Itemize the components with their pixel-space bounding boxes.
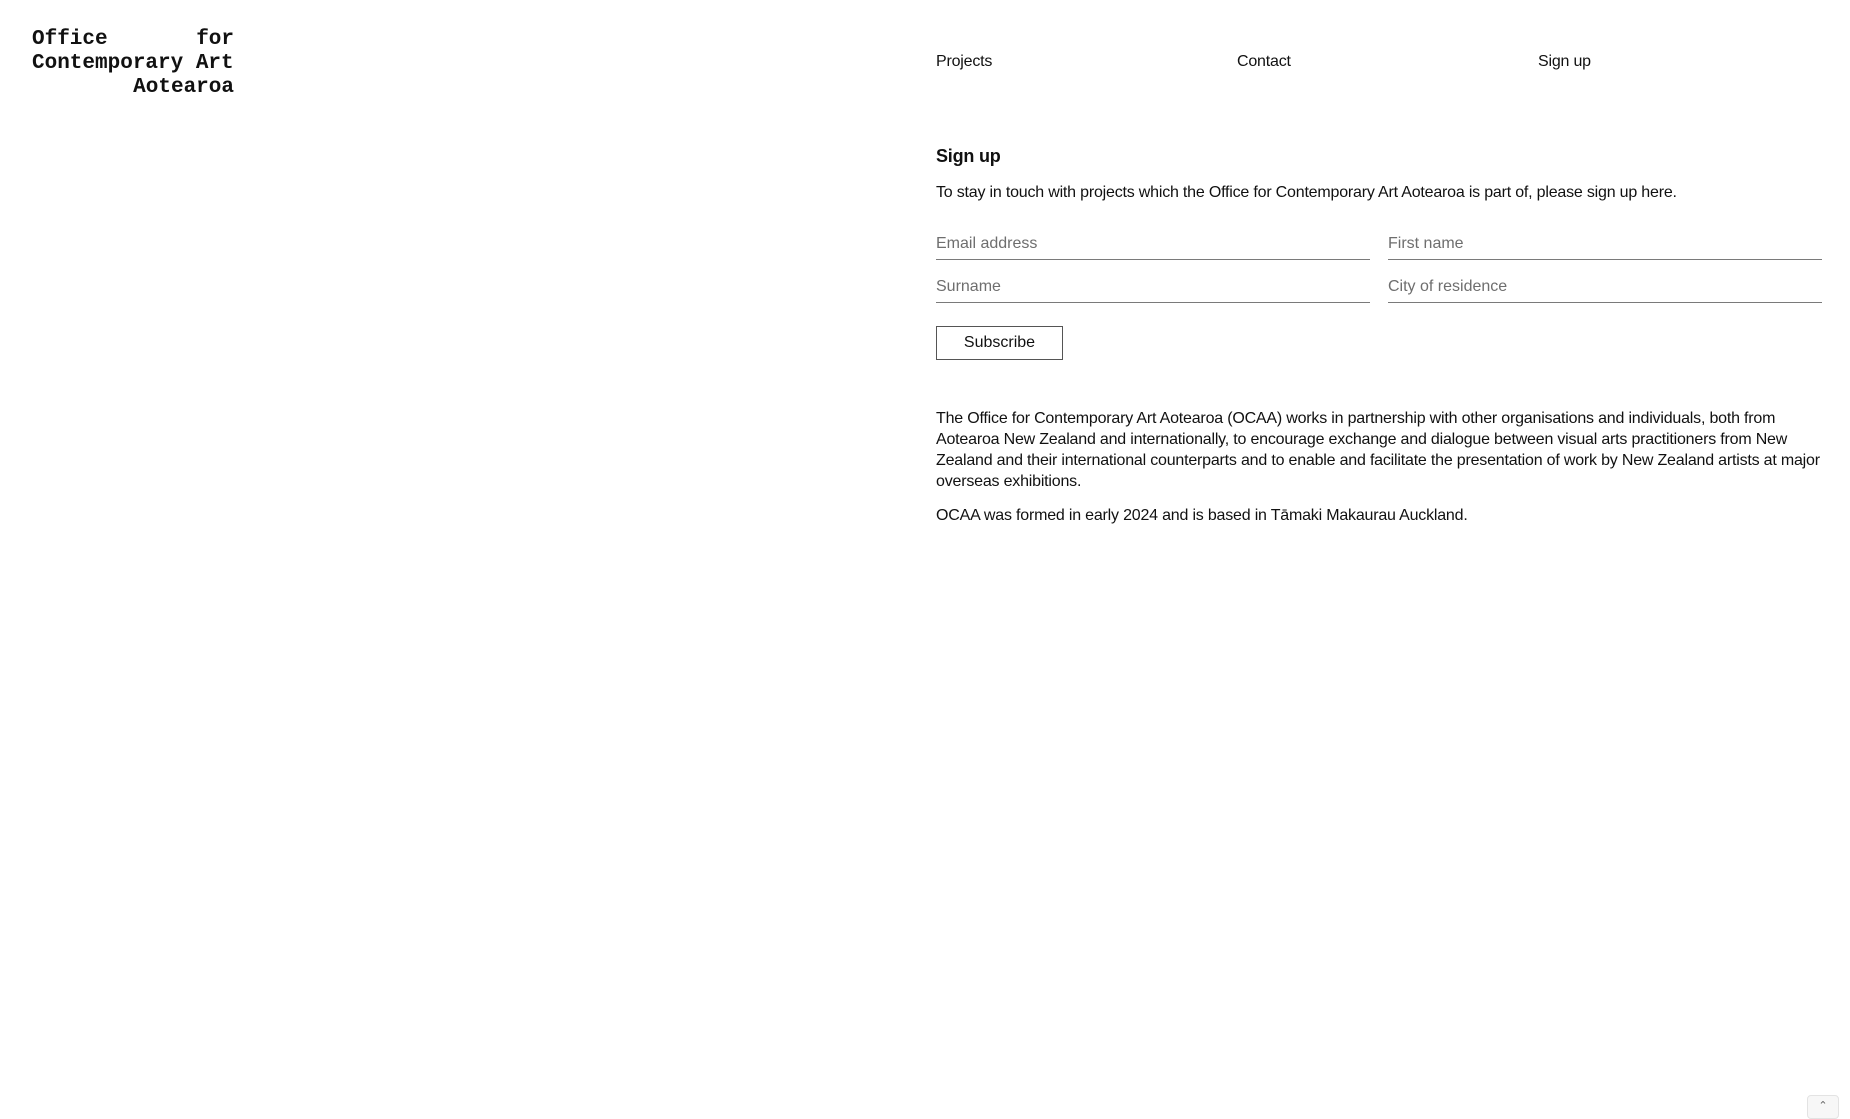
site-logo[interactable] bbox=[32, 28, 234, 100]
about-paragraph-2: OCAA was formed in early 2024 and is based in Tāmaki Makaurau Auckland. bbox=[936, 507, 1468, 524]
logo-word-for: for bbox=[196, 28, 234, 51]
signup-intro: To stay in touch with projects which the Office for Contemporary Art Aotearoa is part of, please sign up here. bbox=[936, 184, 1677, 201]
about-paragraph-1: The Office for Contemporary Art Aotearoa (OCAA) works in partnership with other organisations and individuals, both from Aotearoa New Zealand and internationally, to encourage exchange and dialogue between visual arts practitioners from New Zealand and their international counterparts and to enable and facilitate the presentation of work by New Zealand artists at major overseas exhibitions. bbox=[936, 410, 1820, 490]
first-name-field[interactable] bbox=[1388, 229, 1822, 260]
signup-form bbox=[936, 229, 1822, 360]
logo-words-contemporary-art: Contemporary Art bbox=[32, 52, 234, 75]
city-field[interactable] bbox=[1388, 272, 1822, 303]
logo-word-office: Office bbox=[32, 28, 108, 51]
logo-line-1 bbox=[32, 28, 234, 52]
chevron-up-icon: ⌃ bbox=[1818, 1100, 1828, 1112]
logo-line-2 bbox=[32, 52, 234, 76]
scroll-to-top-button[interactable] bbox=[1807, 1095, 1839, 1119]
logo-word-aotearoa: Aotearoa bbox=[133, 76, 234, 99]
logo-line-3 bbox=[32, 76, 234, 100]
main-content bbox=[936, 144, 1822, 539]
signup-heading: Sign up bbox=[936, 146, 1001, 166]
surname-field[interactable] bbox=[936, 272, 1370, 303]
email-field[interactable] bbox=[936, 229, 1370, 260]
about-section bbox=[936, 408, 1822, 526]
nav-projects[interactable]: Projects bbox=[936, 53, 993, 70]
nav-contact[interactable]: Contact bbox=[1237, 53, 1291, 70]
subscribe-button[interactable]: Subscribe bbox=[936, 326, 1063, 360]
signup-fields bbox=[936, 229, 1822, 303]
nav-sign-up[interactable]: Sign up bbox=[1538, 53, 1591, 70]
